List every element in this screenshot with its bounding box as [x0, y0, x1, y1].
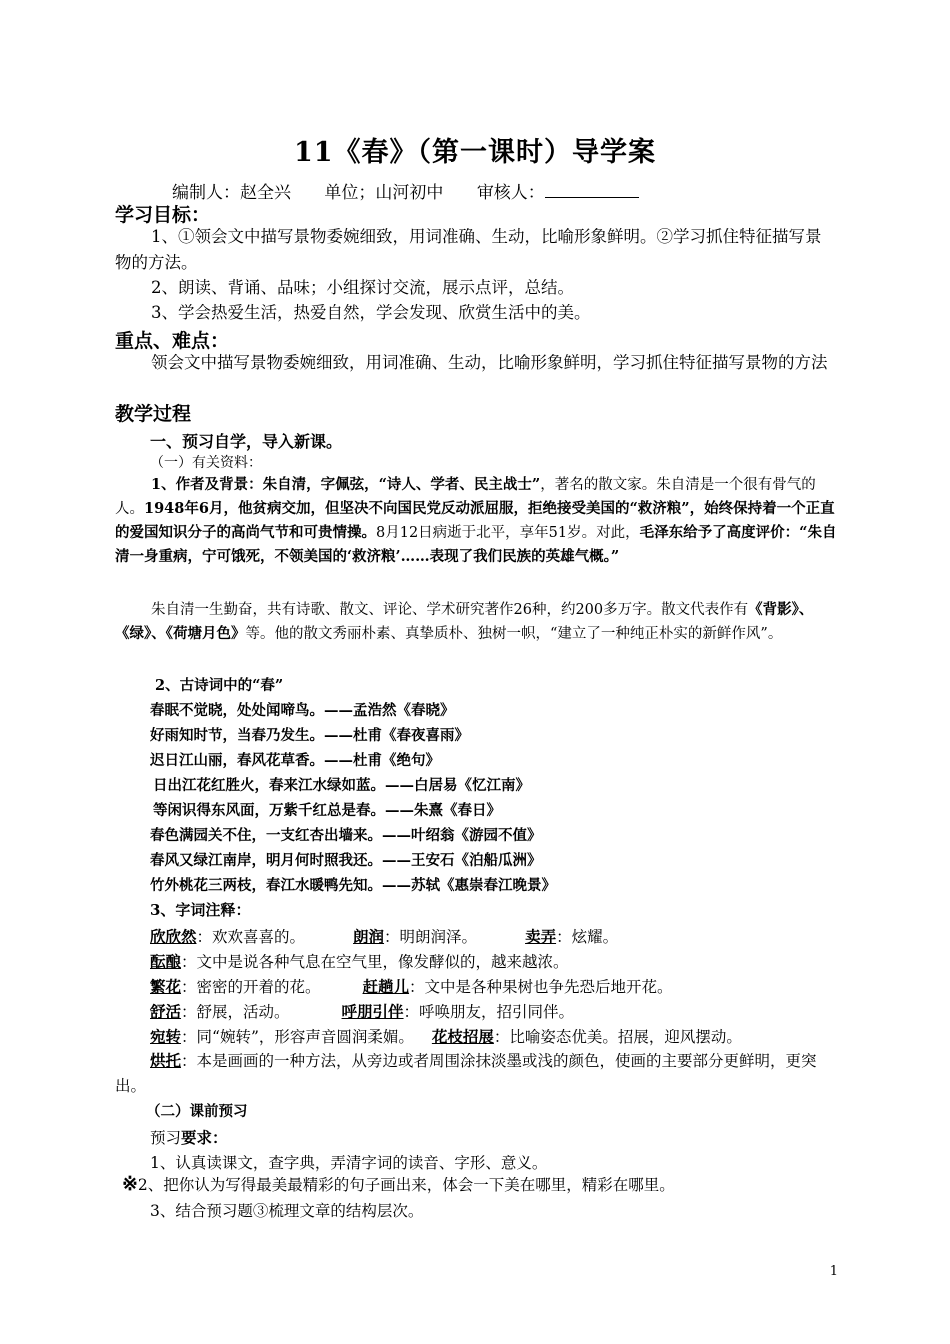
requirement-2-text: 2、把你认为写得最美最精彩的句子画出来，体会一下美在哪里，精彩在哪里。	[137, 1176, 675, 1194]
byline	[172, 178, 667, 203]
vocab-word: 繁花	[150, 977, 182, 996]
unit-label: 单位；山河初中	[324, 183, 444, 203]
poem-line: 日出江花红胜火，春来江水绿如蓝。——白居易《忆江南》	[153, 777, 530, 794]
vocab-word: 欣欣然	[150, 927, 197, 946]
sub-heading-1: （一）有关资料：	[150, 455, 262, 471]
vocab-row	[150, 950, 569, 972]
vocab-row-wrapped	[115, 1048, 837, 1099]
vocab-word: 花枝招展	[431, 1027, 494, 1046]
requirement-2	[122, 1173, 675, 1195]
poem-line: 春风又绿江南岸，明月何时照我还。——王安石《泊船瓜洲》	[150, 852, 542, 869]
vocab-def: ：明朗润泽。	[384, 928, 478, 946]
goal-2: 2、朗读、背诵、品味；小组探讨交流，展示点评，总结。	[151, 278, 574, 297]
vocab-word: 烘托	[150, 1051, 182, 1070]
background-bold-1: 1948年6月，他贫病交加，但坚决不向国民党反动派屈服，拒绝接受美国的“救济粮”，始终保持着一个正直的爱国知识分子的高尚气节和可贵情操。	[115, 500, 835, 541]
vocab-word: 舒活	[150, 1002, 182, 1021]
reference-mark-icon: ※	[122, 1173, 138, 1195]
vocab-row	[150, 1000, 574, 1022]
vocab-row	[150, 1025, 742, 1047]
author-label: 编制人：赵全兴	[172, 183, 291, 203]
poem-line: 等闲识得东风面，万紫千红总是春。——朱熹《春日》	[153, 802, 501, 819]
poem-line: 迟日江山丽，春风花草香。——杜甫《绝句》	[150, 752, 440, 769]
works-text-c: 等。他的散文秀丽朴素、真挚质朴、独树一帜，“建立了一种纯正朴实的新鲜作风”。	[245, 626, 783, 642]
vocab-row	[150, 925, 618, 947]
background-name: 朱自清，字佩弦，	[262, 476, 379, 493]
reviewer-blank	[545, 183, 639, 198]
vocab-def: ：比喻姿态优美。招展，迎风摆动。	[493, 1028, 742, 1046]
background-quote: “诗人、学者、民主战士”	[378, 476, 541, 493]
poems-heading: 2、古诗词中的“春”	[155, 677, 284, 694]
requirements-label-b: 要求：	[181, 1128, 228, 1147]
poem-line: 春眠不觉晓，处处闻啼鸟。——孟浩然《春晓》	[150, 702, 455, 719]
vocab-def: ：密密的开着的花。	[181, 978, 321, 996]
background-bold-2: 毛泽东给予了高度评价：“朱自清一身重病，宁可饿死，不领美国的‘救济粮’……表现了我们民族的英雄气概。”	[115, 524, 837, 565]
requirement-1: 1、认真读课文，查字典，弄清字词的读音、字形、意义。	[150, 1154, 548, 1172]
page-number: 1	[829, 1264, 838, 1279]
vocab-word: 宛转	[150, 1027, 182, 1046]
vocab-word: 呼朋引伴	[341, 1002, 404, 1021]
background-text-2: 8月12日病逝于北平，享年51岁。对此，	[376, 525, 640, 541]
vocab-def: ：同“婉转”，形容声音圆润柔媚。	[181, 1028, 414, 1046]
vocab-def: ：文中是各种果树也争先恐后地开花。	[409, 978, 673, 996]
works-paragraph	[115, 598, 837, 646]
vocab-def: ：欢欢喜喜的。	[196, 928, 306, 946]
page-title: 11《春》（第一课时）导学案	[293, 137, 657, 168]
vocab-word: 赶趟儿	[362, 977, 410, 996]
requirements-label-a: 预习	[150, 1129, 182, 1147]
vocab-word: 酝酿	[150, 952, 182, 971]
reviewer-label: 审核人：	[476, 183, 545, 203]
vocab-def: ：文中是说各种气息在空气里，像发酵似的，越来越浓。	[181, 953, 569, 971]
vocab-row	[150, 975, 673, 997]
vocab-word: 卖弄	[525, 927, 557, 946]
step-1: 一、预习自学，导入新课。	[150, 432, 343, 451]
goal-3: 3、学会热爱生活，热爱自然，学会发现、欣赏生活中的美。	[151, 303, 591, 322]
works-text-a: 朱自清一生勤奋，共有诗歌、散文、评论、学术研究著作26种，约200多万字。散文代表作有	[151, 602, 749, 618]
works-titles: 《背影》、《绿》、《荷塘月色》	[115, 601, 814, 642]
vocab-heading: 3、字词注释：	[150, 901, 251, 919]
background-paragraph	[115, 473, 837, 569]
vocab-word: 朗润	[353, 927, 385, 946]
poem-line: 好雨知时节，当春乃发生。——杜甫《春夜喜雨》	[150, 727, 469, 744]
background-label: 1、作者及背景：	[151, 476, 263, 493]
vocab-def: ：舒展，活动。	[181, 1003, 290, 1021]
process-heading: 教学过程	[115, 403, 192, 425]
requirement-3: 3、结合预习题③梳理文章的结构层次。	[150, 1202, 424, 1220]
sub-heading-2: （二）课前预习	[146, 1103, 248, 1120]
vocab-def: ：呼唤朋友，招引同伴。	[403, 1003, 575, 1021]
vocab-def: ：炫耀。	[556, 928, 619, 946]
goal-1: 1、①领会文中描写景物委婉细致，用词准确、生动，比喻形象鲜明。②学习抓住特征描写景物的方法。	[115, 227, 822, 272]
goals-heading: 学习目标：	[115, 204, 211, 226]
poem-line: 竹外桃花三两枝，春江水暖鸭先知。——苏轼《惠崇春江晚景》	[150, 877, 556, 894]
poem-line: 春色满园关不住，一支红杏出墙来。——叶绍翁《游园不值》	[150, 827, 542, 844]
vocab-def: ：本是画画的一种方法，从旁边或者周围涂抹淡墨或浅的颜色，使画的主要部分更鲜明，更突出。	[115, 1052, 817, 1095]
key-points-text: 领会文中描写景物委婉细致，用词准确、生动，比喻形象鲜明，学习抓住特征描写景物的方法	[151, 353, 828, 372]
requirements-label	[150, 1126, 228, 1148]
key-points-heading: 重点、难点：	[115, 330, 230, 352]
background-text-1: ，著名的散文家。朱自清是一个很有骨气的人。	[115, 477, 816, 517]
